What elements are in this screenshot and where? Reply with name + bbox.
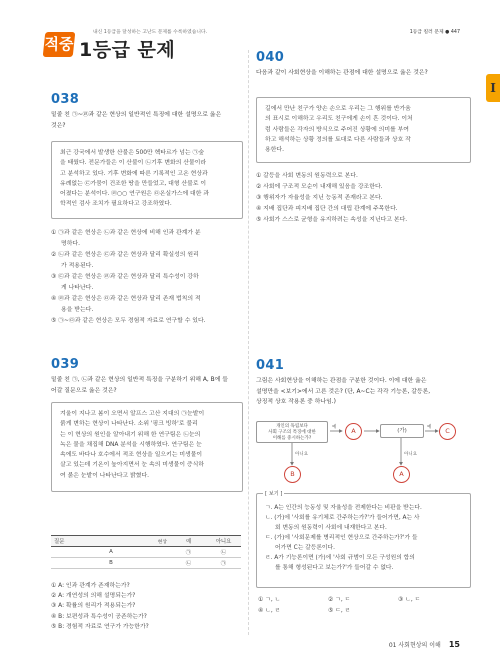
question-039-prompt <box>51 375 246 396</box>
option-2[interactable]: ② ㉡과 같은 현상은 ㉢과 같은 현상과 달리 확실성의 원리 가 적용된다. <box>51 252 199 269</box>
prompt-line: 것은? <box>51 122 66 129</box>
prompt-line: 밑줄 친 ㉠~㉣과 같은 현상의 일반적인 특징에 대한 설명으로 옳은 <box>51 112 222 118</box>
prompt-line: 그림은 사회현상을 이해하는 관점을 구분한 것이다. 이에 대한 옳은 <box>256 378 427 384</box>
level-badge <box>43 32 76 57</box>
option-4[interactable]: ④ 지배 집단과 피지배 집단 간의 대립 관계에 주목한다. <box>256 206 398 212</box>
table-row <box>51 558 241 569</box>
column-divider <box>248 50 249 635</box>
prompt-line: 상징적 상호 작용론 중 하나임.) <box>256 399 336 405</box>
passage-line: 살고 있는데 기온이 높아지면서 눈 속의 미생물이 증식하 <box>60 462 204 469</box>
passage-line: 고 분석하고 있다. 기후 변화에 따른 기록적인 고온 현상과 <box>60 170 208 177</box>
option-3[interactable]: ③ A: 확률의 원리가 적용되는가? <box>51 603 136 610</box>
question-040-prompt: 다음과 같이 사회현상을 이해하는 관점에 대한 설명으로 옳은 것은? <box>256 70 428 76</box>
bogi-item-4: ㄹ. A가 기능론이면 (가)에 '사회 규범이 모든 구성원의 합의 를 통해 형성된다고 보는가?'가 들어갈 수 없다. <box>265 555 415 571</box>
chapter-tab[interactable]: I <box>486 74 500 102</box>
table-header-cell: 현상 <box>121 536 171 547</box>
no-label: 아니요 <box>295 452 309 457</box>
table-header-cell: 예 <box>171 536 206 547</box>
question-041-number: 041 <box>256 358 285 373</box>
passage-line: 여 붉은 눈밭이 나타난다고 밝혔다. <box>60 472 150 479</box>
option-5[interactable]: ⑤ 사회가 스스로 균형을 유지하려는 속성을 지닌다고 본다. <box>256 217 408 223</box>
passage-line: 어졌다는 분석이다. ㉣○○ 연구원은 ㉤온실가스에 대한 과 <box>60 191 209 198</box>
passage-line: 학적인 검사 조치가 필요하다고 강조하였다. <box>60 201 172 208</box>
bogi-item-3: ㄷ. (가)에 '사회문제를 병리적인 현상으로 간주하는가?'가 들 어가면 C는 갈등론이다. <box>265 535 418 551</box>
table-cell: A <box>51 547 171 558</box>
question-040-options <box>256 171 471 226</box>
passage-line: 유례없는 ㉢가뭄이 건조한 땅을 만들었고, 대형 산불로 이 <box>60 180 207 187</box>
diagram-question-ga: (가) <box>380 424 424 438</box>
question-041-bogi <box>256 493 471 588</box>
bogi-items <box>265 503 467 573</box>
question-039-passage <box>51 402 243 492</box>
node-c: C <box>439 423 456 440</box>
question-038-passage <box>51 141 243 219</box>
prompt-line: 설명만을 <보기>에서 고른 것은? (단, A~C는 각각 기능론, 갈등론, <box>256 388 431 395</box>
question-038-options <box>51 228 246 327</box>
option-2[interactable]: ② A: 개연성의 의해 설명되는가? <box>51 593 136 600</box>
node-a: A <box>345 423 362 440</box>
answer-2[interactable]: ② ㄱ, ㄷ <box>328 597 351 603</box>
option-1[interactable]: ① A: 인과 관계가 존재하는가? <box>51 583 130 589</box>
option-2[interactable]: ② 사회에 구조적 모순이 내재해 있음을 강조한다. <box>256 184 383 190</box>
passage-line: 하고 해석하는 상황 정의를 토대로 다른 사람들과 상호 작 <box>265 136 411 143</box>
answer-5[interactable]: ⑤ ㄷ, ㄹ <box>328 607 351 614</box>
passage-line: 용한다. <box>265 147 284 154</box>
option-1[interactable]: ① ㉠과 같은 현상은 ㉡과 같은 현상에 비해 인과 관계가 분 명하다. <box>51 230 201 247</box>
badge-label: 적중 <box>44 35 74 53</box>
question-038-number: 038 <box>51 92 80 107</box>
node-b: B <box>284 466 301 483</box>
option-3[interactable]: ③ 행위자가 자율성을 지닌 능동적 존재라고 본다. <box>256 195 383 201</box>
question-041-prompt <box>256 376 471 408</box>
diagram-question-1: 개인의 독립보다 사회 구조의 특징에 대한 이해를 중시하는가? <box>256 421 328 443</box>
passage-line: 속에도 바다나 호수에서 적조 현상을 일으키는 미생물이 <box>60 452 203 459</box>
passage-line: 의 표시로 이해하고 우리도 친구에게 손이 흔 것이다. 이처 <box>265 116 413 123</box>
option-4[interactable]: ④ B: 보편성과 특수성이 공존하는가? <box>51 613 147 620</box>
question-039-table <box>51 535 241 569</box>
question-039-number: 039 <box>51 357 80 372</box>
node-a-lower: A <box>393 466 410 483</box>
passage-line: 길에서 만난 친구가 양손 손으로 우리는 그 행위를 반가움 <box>265 106 411 112</box>
table-header-cell: 질문 <box>54 539 65 545</box>
question-040-number: 040 <box>256 50 285 65</box>
table-cell: ㉡ <box>206 547 241 558</box>
question-041-diagram <box>256 421 471 485</box>
passage-line: 녹은 물을 채집해 DNA 분석을 시행하였다. 연구팀은 눈 <box>60 441 202 448</box>
option-1[interactable]: ① 갈등을 사회 변동의 원동력으로 본다. <box>256 173 358 179</box>
table-cell: B <box>51 558 171 569</box>
passage-line: 겨울이 지나고 봄이 오면서 알프스 고산 지대의 ㉠눈밭이 <box>60 411 205 417</box>
answer-1[interactable]: ① ㄱ, ㄴ <box>258 597 281 603</box>
answer-3[interactable]: ③ ㄴ, ㄷ <box>398 597 421 603</box>
page-title: 1등급 문제 <box>79 39 176 61</box>
prompt-line: 어갈 질문으로 옳은 것은? <box>51 387 117 394</box>
table-header-cell: 아니요 <box>206 536 241 547</box>
table-header-row <box>51 536 241 547</box>
bogi-item-2: ㄴ. (가)에 '사회를 유기체로 간주하는가?'가 들어가면, A는 사 회 변동의 원동력이 사회에 내재한다고 본다. <box>265 515 420 531</box>
question-038-prompt <box>51 110 246 131</box>
passage-line: 최근 강국에서 발생한 산불은 500만 헥타르가 넘는 ㉠숲 <box>60 150 205 156</box>
passage-line: 붉게 변하는 현상이 나타난다. 소위 '핑크 빙하'로 불리 <box>60 421 198 428</box>
table-cell: ㉠ <box>171 547 206 558</box>
prompt-line: 밑줄 친 ㉠, ㉡과 같은 현상의 일반적 특징을 구분하기 위해 A, B에 들 <box>51 377 228 383</box>
passage-line: 럼 사람들은 각자의 방식으로 주어진 상황에 의미를 부여 <box>265 126 409 133</box>
table-cell: ㉠ <box>206 558 241 569</box>
passage-line: 는 이 현상의 원인을 알아내기 위해 한 연구팀은 ㉡눈의 <box>60 431 201 438</box>
yes-label: 예 <box>332 425 337 430</box>
page-footer <box>389 640 460 649</box>
answer-4[interactable]: ④ ㄴ, ㄹ <box>258 607 281 614</box>
header-tagline: 내신 1등급을 달성하는 고난도 문제를 수록하였습니다. <box>93 30 208 35</box>
header-right: 1등급 킬러 문제 ● 447 <box>409 30 460 35</box>
table-row <box>51 547 241 558</box>
question-039-options <box>51 581 246 632</box>
no-label: 아니요 <box>404 452 418 457</box>
passage-line: 을 태웠다. 전문가들은 이 산불이 ㉡기후 변화의 산물이라 <box>60 160 207 167</box>
option-5[interactable]: ⑤ ㉠~㉤과 같은 현상은 모두 경험적 자료로 연구할 수 있다. <box>51 318 206 324</box>
page-number: 15 <box>448 640 460 649</box>
yes-label: 예 <box>427 425 432 430</box>
option-4[interactable]: ④ ㉣과 같은 현상은 ㉤과 같은 현상과 달리 존재 법칙의 적 용을 받는다. <box>51 296 201 313</box>
option-3[interactable]: ③ ㉢과 같은 현상은 ㉣과 같은 현상과 달리 특수성이 강하 게 나타난다. <box>51 274 199 291</box>
bogi-label: [ 보기 ] <box>265 491 283 497</box>
table-cell: ㉡ <box>171 558 206 569</box>
section-title: 01 사회현상의 이해 <box>388 642 441 649</box>
option-5[interactable]: ⑤ B: 경험적 자료로 연구가 가능한가? <box>51 623 149 630</box>
question-040-passage <box>256 97 471 163</box>
question-041-answers <box>258 595 468 616</box>
bogi-item-1: ㄱ. A는 인간의 능동성 및 자율성을 전제한다는 비판을 받는다. <box>265 505 422 511</box>
